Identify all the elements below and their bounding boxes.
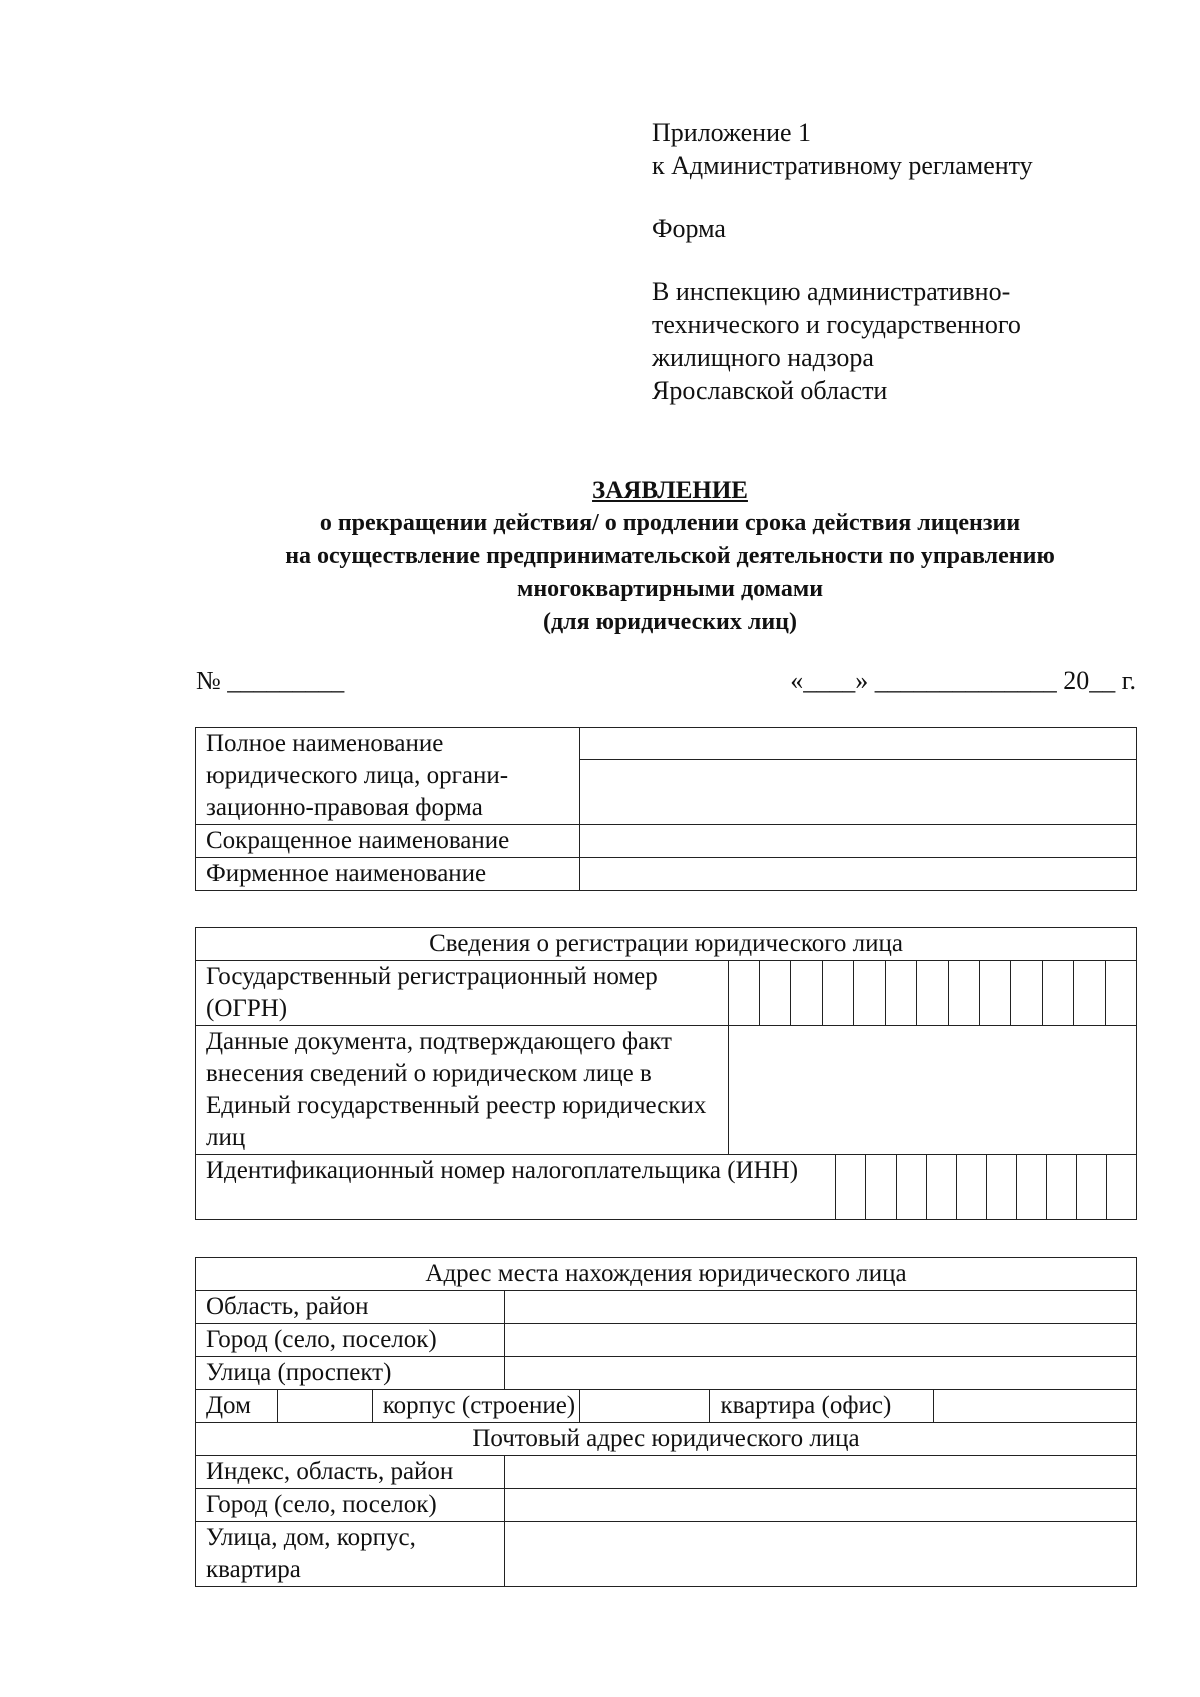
address-table bbox=[195, 1257, 1137, 1587]
form-label: Форма bbox=[652, 214, 726, 243]
apartment-label: квартира (офис) bbox=[710, 1390, 934, 1423]
header-block bbox=[652, 116, 1172, 407]
title-line-3: многоквартирными домами bbox=[516, 576, 824, 602]
brand-name-label: Фирменное наименование bbox=[196, 858, 580, 891]
title-line-4: (для юридических лиц) bbox=[543, 609, 797, 635]
addressee-line-3: жилищного надзора bbox=[652, 343, 874, 372]
registration-table bbox=[195, 927, 1137, 1220]
full-name-label: Полное наименование юридического лица, органи-зационно-правовая форма bbox=[196, 728, 580, 825]
inn-digit-boxes[interactable] bbox=[836, 1155, 1137, 1220]
date-field[interactable]: «____» ______________ 20__ г. bbox=[790, 666, 1136, 695]
names-table bbox=[195, 727, 1137, 891]
building-value[interactable] bbox=[579, 1390, 710, 1423]
address-heading: Адрес места нахождения юридического лица bbox=[196, 1258, 1137, 1291]
street-label: Улица (проспект) bbox=[196, 1357, 505, 1390]
addressee-line-4: Ярославской области bbox=[652, 376, 888, 405]
full-name-value-2[interactable] bbox=[579, 760, 1136, 825]
street-value[interactable] bbox=[504, 1357, 1136, 1390]
appendix-label: Приложение 1 bbox=[652, 118, 812, 147]
brand-name-value[interactable] bbox=[579, 858, 1136, 891]
addressee-line-2: технического и государственного bbox=[652, 310, 1021, 339]
title-line-2: на осуществление предпринимательской деятельности по управлению bbox=[285, 543, 1055, 569]
full-name-value-1[interactable] bbox=[579, 728, 1136, 760]
postal-heading: Почтовый адрес юридического лица bbox=[196, 1423, 1137, 1456]
postal-index-label: Индекс, область, район bbox=[196, 1456, 505, 1489]
egrul-doc-label: Данные документа, подтверждающего факт внесения сведений о юридическом лице в Единый государственный реестр юридических лиц bbox=[196, 1026, 729, 1155]
building-label: корпус (строение) bbox=[372, 1390, 579, 1423]
region-value[interactable] bbox=[504, 1291, 1136, 1324]
ogrn-digit-boxes[interactable] bbox=[728, 961, 1136, 1026]
postal-city-value[interactable] bbox=[504, 1489, 1136, 1522]
postal-street-value[interactable] bbox=[504, 1522, 1136, 1587]
postal-index-value[interactable] bbox=[504, 1456, 1136, 1489]
city-value[interactable] bbox=[504, 1324, 1136, 1357]
inn-label: Идентификационный номер налогоплательщика (ИНН) bbox=[196, 1155, 836, 1220]
postal-city-label: Город (село, поселок) bbox=[196, 1489, 505, 1522]
number-field[interactable]: № _________ bbox=[196, 666, 345, 695]
ogrn-label: Государственный регистрационный номер (ОГРН) bbox=[196, 961, 729, 1026]
short-name-value[interactable] bbox=[579, 825, 1136, 858]
title-main: ЗАЯВЛЕНИЕ bbox=[592, 477, 748, 504]
document-title bbox=[120, 474, 1200, 639]
short-name-label: Сокращенное наименование bbox=[196, 825, 580, 858]
house-label: Дом bbox=[196, 1390, 278, 1423]
apartment-value[interactable] bbox=[934, 1390, 1137, 1423]
addressee-line-1: В инспекцию административно- bbox=[652, 277, 1011, 306]
region-label: Область, район bbox=[196, 1291, 505, 1324]
city-label: Город (село, поселок) bbox=[196, 1324, 505, 1357]
registration-heading: Сведения о регистрации юридического лица bbox=[196, 928, 1137, 961]
postal-street-label: Улица, дом, корпус, квартира bbox=[196, 1522, 505, 1587]
house-value[interactable] bbox=[277, 1390, 372, 1423]
regulation-label: к Административному регламенту bbox=[652, 151, 1033, 180]
number-date-line bbox=[196, 664, 1136, 698]
title-line-1: о прекращении действия/ о продлении срока действия лицензии bbox=[319, 510, 1021, 536]
egrul-doc-value[interactable] bbox=[728, 1026, 1136, 1155]
